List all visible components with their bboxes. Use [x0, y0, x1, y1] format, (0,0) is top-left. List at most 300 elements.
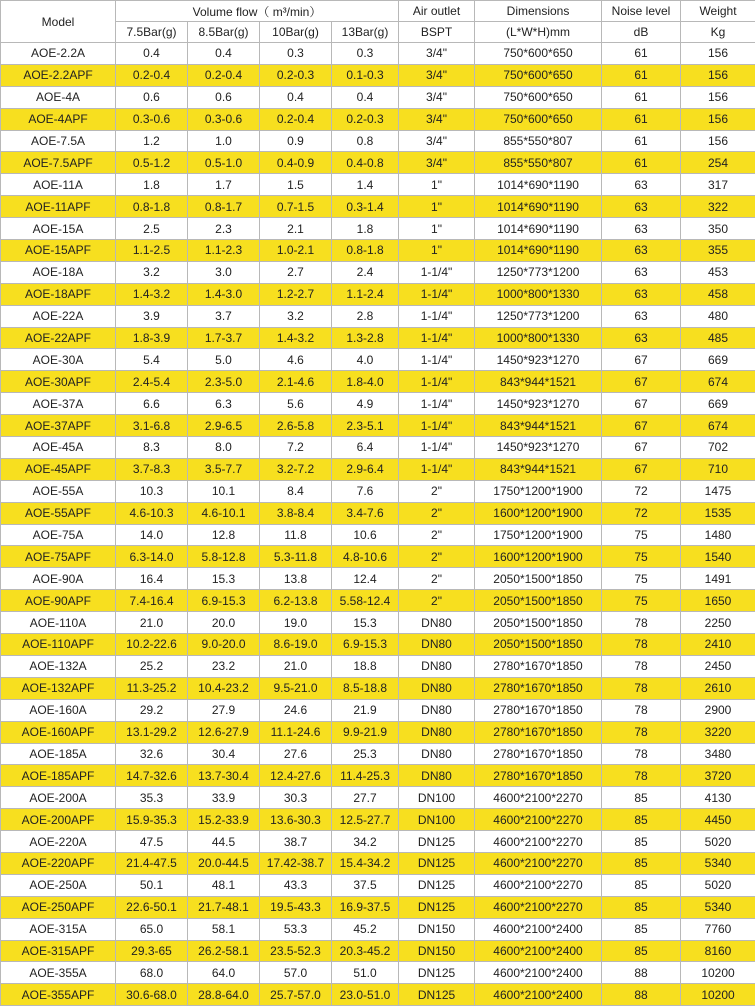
cell-flow-10bar: 5.3-11.8	[260, 546, 332, 568]
table-row	[1, 327, 755, 349]
cell-model: AOE-110APF	[1, 634, 116, 656]
cell-air-outlet: 2"	[399, 524, 475, 546]
table-row	[1, 261, 755, 283]
cell-flow-13bar: 0.4	[332, 86, 399, 108]
cell-flow-10bar: 11.1-24.6	[260, 721, 332, 743]
cell-noise-level: 75	[602, 590, 681, 612]
table-row	[1, 371, 755, 393]
cell-air-outlet: 3/4"	[399, 64, 475, 86]
cell-dimensions: 4600*2100*2400	[475, 940, 602, 962]
cell-flow-8-5bar: 13.7-30.4	[188, 765, 260, 787]
table-row	[1, 918, 755, 940]
cell-model: AOE-110A	[1, 612, 116, 634]
cell-flow-8-5bar: 44.5	[188, 831, 260, 853]
cell-dimensions: 855*550*807	[475, 152, 602, 174]
cell-weight: 156	[681, 43, 755, 65]
cell-air-outlet: DN125	[399, 962, 475, 984]
table-row	[1, 43, 755, 65]
table-row	[1, 743, 755, 765]
cell-flow-10bar: 21.0	[260, 655, 332, 677]
table-row	[1, 240, 755, 262]
cell-dimensions: 1014*690*1190	[475, 196, 602, 218]
table-row	[1, 831, 755, 853]
cell-weight: 2610	[681, 677, 755, 699]
cell-flow-8-5bar: 1.0	[188, 130, 260, 152]
cell-dimensions: 4600*2100*2270	[475, 852, 602, 874]
cell-flow-13bar: 4.0	[332, 349, 399, 371]
cell-flow-10bar: 0.2-0.4	[260, 108, 332, 130]
cell-flow-7-5bar: 16.4	[116, 568, 188, 590]
cell-weight: 322	[681, 196, 755, 218]
cell-flow-7-5bar: 1.2	[116, 130, 188, 152]
cell-air-outlet: 1"	[399, 196, 475, 218]
cell-flow-13bar: 27.7	[332, 787, 399, 809]
cell-flow-10bar: 8.6-19.0	[260, 634, 332, 656]
table-row	[1, 393, 755, 415]
cell-flow-8-5bar: 12.6-27.9	[188, 721, 260, 743]
cell-flow-8-5bar: 48.1	[188, 874, 260, 896]
cell-flow-13bar: 1.1-2.4	[332, 283, 399, 305]
cell-flow-8-5bar: 4.6-10.1	[188, 502, 260, 524]
cell-flow-10bar: 1.0-2.1	[260, 240, 332, 262]
header-weight: Weight	[681, 1, 755, 22]
cell-flow-10bar: 57.0	[260, 962, 332, 984]
cell-noise-level: 63	[602, 240, 681, 262]
cell-model: AOE-45A	[1, 437, 116, 459]
cell-dimensions: 2780*1670*1850	[475, 721, 602, 743]
cell-flow-8-5bar: 28.8-64.0	[188, 984, 260, 1006]
cell-flow-7-5bar: 13.1-29.2	[116, 721, 188, 743]
cell-air-outlet: DN125	[399, 831, 475, 853]
cell-flow-10bar: 30.3	[260, 787, 332, 809]
cell-flow-10bar: 2.1-4.6	[260, 371, 332, 393]
cell-weight: 485	[681, 327, 755, 349]
table-row	[1, 852, 755, 874]
cell-air-outlet: DN150	[399, 940, 475, 962]
cell-flow-7-5bar: 29.2	[116, 699, 188, 721]
cell-noise-level: 63	[602, 174, 681, 196]
cell-flow-7-5bar: 1.8-3.9	[116, 327, 188, 349]
cell-flow-13bar: 1.8	[332, 218, 399, 240]
cell-flow-13bar: 0.1-0.3	[332, 64, 399, 86]
cell-noise-level: 67	[602, 458, 681, 480]
header-bspt: BSPT	[399, 22, 475, 43]
cell-weight: 156	[681, 108, 755, 130]
cell-model: AOE-15A	[1, 218, 116, 240]
cell-flow-10bar: 12.4-27.6	[260, 765, 332, 787]
cell-model: AOE-30A	[1, 349, 116, 371]
table-row	[1, 218, 755, 240]
cell-weight: 4130	[681, 787, 755, 809]
cell-air-outlet: DN80	[399, 721, 475, 743]
cell-flow-7-5bar: 22.6-50.1	[116, 896, 188, 918]
cell-flow-8-5bar: 23.2	[188, 655, 260, 677]
cell-flow-7-5bar: 8.3	[116, 437, 188, 459]
cell-air-outlet: 1"	[399, 240, 475, 262]
cell-noise-level: 67	[602, 415, 681, 437]
cell-dimensions: 1750*1200*1900	[475, 480, 602, 502]
cell-flow-10bar: 11.8	[260, 524, 332, 546]
cell-weight: 10200	[681, 962, 755, 984]
cell-flow-13bar: 4.9	[332, 393, 399, 415]
cell-dimensions: 750*600*650	[475, 64, 602, 86]
cell-weight: 3220	[681, 721, 755, 743]
cell-flow-7-5bar: 3.1-6.8	[116, 415, 188, 437]
cell-flow-7-5bar: 14.0	[116, 524, 188, 546]
cell-flow-13bar: 0.3-1.4	[332, 196, 399, 218]
cell-air-outlet: 1-1/4"	[399, 349, 475, 371]
header-volume-flow: Volume flow（ m³/min）	[116, 1, 399, 22]
cell-dimensions: 750*600*650	[475, 86, 602, 108]
cell-flow-8-5bar: 20.0-44.5	[188, 852, 260, 874]
cell-weight: 2900	[681, 699, 755, 721]
cell-noise-level: 78	[602, 655, 681, 677]
cell-noise-level: 88	[602, 984, 681, 1006]
cell-flow-8-5bar: 12.8	[188, 524, 260, 546]
cell-model: AOE-200A	[1, 787, 116, 809]
cell-noise-level: 85	[602, 896, 681, 918]
cell-noise-level: 75	[602, 568, 681, 590]
cell-dimensions: 2050*1500*1850	[475, 590, 602, 612]
cell-model: AOE-2.2A	[1, 43, 116, 65]
cell-noise-level: 63	[602, 261, 681, 283]
cell-model: AOE-220A	[1, 831, 116, 853]
cell-model: AOE-220APF	[1, 852, 116, 874]
cell-dimensions: 1600*1200*1900	[475, 546, 602, 568]
cell-dimensions: 2780*1670*1850	[475, 743, 602, 765]
cell-weight: 1535	[681, 502, 755, 524]
cell-model: AOE-45APF	[1, 458, 116, 480]
cell-flow-8-5bar: 3.0	[188, 261, 260, 283]
cell-noise-level: 61	[602, 86, 681, 108]
table-row	[1, 152, 755, 174]
table-row	[1, 305, 755, 327]
cell-model: AOE-315A	[1, 918, 116, 940]
cell-weight: 669	[681, 349, 755, 371]
cell-flow-7-5bar: 2.4-5.4	[116, 371, 188, 393]
cell-model: AOE-132A	[1, 655, 116, 677]
cell-air-outlet: 3/4"	[399, 43, 475, 65]
cell-flow-13bar: 4.8-10.6	[332, 546, 399, 568]
cell-flow-8-5bar: 1.1-2.3	[188, 240, 260, 262]
table-row	[1, 108, 755, 130]
cell-noise-level: 63	[602, 218, 681, 240]
cell-noise-level: 88	[602, 962, 681, 984]
cell-air-outlet: DN150	[399, 918, 475, 940]
header-row-main	[1, 1, 755, 22]
cell-model: AOE-4A	[1, 86, 116, 108]
cell-weight: 453	[681, 261, 755, 283]
cell-dimensions: 1000*800*1330	[475, 327, 602, 349]
table-row	[1, 64, 755, 86]
cell-air-outlet: 2"	[399, 502, 475, 524]
cell-noise-level: 78	[602, 634, 681, 656]
cell-flow-13bar: 20.3-45.2	[332, 940, 399, 962]
header-flow-13bar: 13Bar(g)	[332, 22, 399, 43]
cell-noise-level: 85	[602, 852, 681, 874]
cell-flow-13bar: 1.4	[332, 174, 399, 196]
cell-noise-level: 61	[602, 43, 681, 65]
cell-weight: 3720	[681, 765, 755, 787]
cell-dimensions: 2050*1500*1850	[475, 612, 602, 634]
cell-flow-7-5bar: 50.1	[116, 874, 188, 896]
header-flow-10bar: 10Bar(g)	[260, 22, 332, 43]
cell-flow-13bar: 25.3	[332, 743, 399, 765]
table-row	[1, 962, 755, 984]
cell-weight: 156	[681, 130, 755, 152]
cell-flow-8-5bar: 2.3-5.0	[188, 371, 260, 393]
cell-flow-8-5bar: 0.3-0.6	[188, 108, 260, 130]
cell-model: AOE-160A	[1, 699, 116, 721]
cell-flow-8-5bar: 26.2-58.1	[188, 940, 260, 962]
cell-air-outlet: DN100	[399, 809, 475, 831]
cell-weight: 2450	[681, 655, 755, 677]
cell-air-outlet: 1"	[399, 218, 475, 240]
cell-noise-level: 78	[602, 677, 681, 699]
cell-flow-10bar: 19.5-43.3	[260, 896, 332, 918]
cell-flow-10bar: 1.2-2.7	[260, 283, 332, 305]
cell-flow-8-5bar: 5.0	[188, 349, 260, 371]
table-row	[1, 480, 755, 502]
cell-air-outlet: DN125	[399, 896, 475, 918]
cell-flow-7-5bar: 3.9	[116, 305, 188, 327]
cell-flow-8-5bar: 0.4	[188, 43, 260, 65]
table-row	[1, 546, 755, 568]
cell-weight: 710	[681, 458, 755, 480]
cell-flow-13bar: 15.4-34.2	[332, 852, 399, 874]
cell-dimensions: 4600*2100*2270	[475, 874, 602, 896]
cell-noise-level: 85	[602, 809, 681, 831]
cell-flow-10bar: 25.7-57.0	[260, 984, 332, 1006]
cell-flow-8-5bar: 64.0	[188, 962, 260, 984]
cell-model: AOE-185APF	[1, 765, 116, 787]
cell-flow-13bar: 9.9-21.9	[332, 721, 399, 743]
cell-model: AOE-7.5APF	[1, 152, 116, 174]
cell-flow-13bar: 34.2	[332, 831, 399, 853]
cell-flow-8-5bar: 3.5-7.7	[188, 458, 260, 480]
cell-weight: 458	[681, 283, 755, 305]
cell-air-outlet: 1-1/4"	[399, 261, 475, 283]
cell-weight: 156	[681, 86, 755, 108]
cell-model: AOE-37A	[1, 393, 116, 415]
cell-noise-level: 67	[602, 349, 681, 371]
cell-flow-10bar: 43.3	[260, 874, 332, 896]
cell-flow-10bar: 27.6	[260, 743, 332, 765]
cell-model: AOE-132APF	[1, 677, 116, 699]
cell-model: AOE-160APF	[1, 721, 116, 743]
cell-model: AOE-7.5A	[1, 130, 116, 152]
cell-dimensions: 4600*2100*2400	[475, 918, 602, 940]
cell-flow-8-5bar: 15.3	[188, 568, 260, 590]
cell-noise-level: 63	[602, 327, 681, 349]
cell-model: AOE-75A	[1, 524, 116, 546]
cell-air-outlet: 2"	[399, 546, 475, 568]
cell-flow-13bar: 45.2	[332, 918, 399, 940]
header-noise-level: Noise level	[602, 1, 681, 22]
cell-weight: 702	[681, 437, 755, 459]
cell-flow-8-5bar: 3.7	[188, 305, 260, 327]
header-flow-7-5bar: 7.5Bar(g)	[116, 22, 188, 43]
cell-weight: 7760	[681, 918, 755, 940]
cell-dimensions: 2050*1500*1850	[475, 568, 602, 590]
cell-flow-13bar: 37.5	[332, 874, 399, 896]
cell-flow-10bar: 5.6	[260, 393, 332, 415]
cell-flow-13bar: 18.8	[332, 655, 399, 677]
cell-flow-13bar: 12.4	[332, 568, 399, 590]
cell-weight: 317	[681, 174, 755, 196]
cell-flow-13bar: 1.3-2.8	[332, 327, 399, 349]
cell-dimensions: 2780*1670*1850	[475, 655, 602, 677]
cell-dimensions: 2780*1670*1850	[475, 677, 602, 699]
cell-dimensions: 4600*2100*2270	[475, 787, 602, 809]
cell-flow-8-5bar: 1.4-3.0	[188, 283, 260, 305]
cell-model: AOE-200APF	[1, 809, 116, 831]
cell-air-outlet: 3/4"	[399, 108, 475, 130]
table-row	[1, 984, 755, 1006]
cell-model: AOE-4APF	[1, 108, 116, 130]
cell-dimensions: 2780*1670*1850	[475, 699, 602, 721]
cell-flow-10bar: 2.6-5.8	[260, 415, 332, 437]
cell-noise-level: 67	[602, 371, 681, 393]
cell-flow-7-5bar: 3.2	[116, 261, 188, 283]
cell-flow-8-5bar: 0.6	[188, 86, 260, 108]
cell-flow-8-5bar: 1.7-3.7	[188, 327, 260, 349]
header-flow-8-5bar: 8.5Bar(g)	[188, 22, 260, 43]
table-row	[1, 699, 755, 721]
cell-air-outlet: DN80	[399, 699, 475, 721]
cell-flow-7-5bar: 47.5	[116, 831, 188, 853]
cell-dimensions: 1450*923*1270	[475, 349, 602, 371]
cell-flow-10bar: 2.1	[260, 218, 332, 240]
cell-model: AOE-11APF	[1, 196, 116, 218]
cell-dimensions: 4600*2100*2270	[475, 831, 602, 853]
cell-dimensions: 2780*1670*1850	[475, 765, 602, 787]
cell-flow-8-5bar: 6.3	[188, 393, 260, 415]
table-row	[1, 349, 755, 371]
cell-air-outlet: 1-1/4"	[399, 437, 475, 459]
cell-air-outlet: 1-1/4"	[399, 371, 475, 393]
cell-air-outlet: 2"	[399, 590, 475, 612]
cell-flow-10bar: 17.42-38.7	[260, 852, 332, 874]
cell-air-outlet: 1-1/4"	[399, 415, 475, 437]
cell-air-outlet: DN80	[399, 765, 475, 787]
cell-flow-7-5bar: 65.0	[116, 918, 188, 940]
cell-dimensions: 750*600*650	[475, 108, 602, 130]
cell-noise-level: 67	[602, 393, 681, 415]
table-row	[1, 590, 755, 612]
cell-flow-7-5bar: 29.3-65	[116, 940, 188, 962]
cell-flow-10bar: 1.4-3.2	[260, 327, 332, 349]
cell-weight: 350	[681, 218, 755, 240]
cell-weight: 1540	[681, 546, 755, 568]
cell-air-outlet: 1-1/4"	[399, 283, 475, 305]
cell-weight: 5340	[681, 852, 755, 874]
cell-flow-8-5bar: 0.5-1.0	[188, 152, 260, 174]
cell-air-outlet: DN125	[399, 984, 475, 1006]
cell-model: AOE-250A	[1, 874, 116, 896]
cell-flow-13bar: 5.58-12.4	[332, 590, 399, 612]
cell-flow-10bar: 24.6	[260, 699, 332, 721]
cell-flow-13bar: 0.3	[332, 43, 399, 65]
table-row	[1, 634, 755, 656]
cell-flow-13bar: 2.8	[332, 305, 399, 327]
cell-weight: 5020	[681, 831, 755, 853]
cell-air-outlet: DN80	[399, 743, 475, 765]
cell-flow-10bar: 53.3	[260, 918, 332, 940]
table-row	[1, 437, 755, 459]
cell-weight: 674	[681, 415, 755, 437]
header-noise-unit: dB	[602, 22, 681, 43]
cell-flow-13bar: 11.4-25.3	[332, 765, 399, 787]
cell-flow-8-5bar: 2.3	[188, 218, 260, 240]
table-row	[1, 130, 755, 152]
table-row	[1, 524, 755, 546]
cell-dimensions: 843*944*1521	[475, 458, 602, 480]
cell-flow-13bar: 0.2-0.3	[332, 108, 399, 130]
cell-flow-8-5bar: 58.1	[188, 918, 260, 940]
cell-weight: 2250	[681, 612, 755, 634]
cell-air-outlet: DN80	[399, 655, 475, 677]
cell-flow-7-5bar: 11.3-25.2	[116, 677, 188, 699]
cell-flow-8-5bar: 10.1	[188, 480, 260, 502]
cell-model: AOE-90APF	[1, 590, 116, 612]
cell-flow-8-5bar: 27.9	[188, 699, 260, 721]
cell-noise-level: 72	[602, 480, 681, 502]
cell-noise-level: 75	[602, 524, 681, 546]
table-row	[1, 196, 755, 218]
cell-flow-7-5bar: 0.3-0.6	[116, 108, 188, 130]
table-row	[1, 787, 755, 809]
cell-dimensions: 1014*690*1190	[475, 174, 602, 196]
cell-dimensions: 1014*690*1190	[475, 218, 602, 240]
cell-flow-8-5bar: 33.9	[188, 787, 260, 809]
cell-flow-8-5bar: 21.7-48.1	[188, 896, 260, 918]
cell-weight: 669	[681, 393, 755, 415]
cell-dimensions: 1014*690*1190	[475, 240, 602, 262]
cell-flow-13bar: 0.8	[332, 130, 399, 152]
cell-flow-7-5bar: 21.0	[116, 612, 188, 634]
cell-weight: 4450	[681, 809, 755, 831]
table-row	[1, 655, 755, 677]
cell-flow-7-5bar: 0.5-1.2	[116, 152, 188, 174]
cell-air-outlet: DN80	[399, 634, 475, 656]
cell-weight: 8160	[681, 940, 755, 962]
cell-dimensions: 1600*1200*1900	[475, 502, 602, 524]
cell-flow-7-5bar: 30.6-68.0	[116, 984, 188, 1006]
cell-flow-7-5bar: 1.8	[116, 174, 188, 196]
cell-noise-level: 72	[602, 502, 681, 524]
cell-noise-level: 63	[602, 196, 681, 218]
cell-air-outlet: 2"	[399, 568, 475, 590]
cell-flow-13bar: 0.4-0.8	[332, 152, 399, 174]
header-dimensions: Dimensions	[475, 1, 602, 22]
cell-dimensions: 1000*800*1330	[475, 283, 602, 305]
table-row	[1, 502, 755, 524]
cell-dimensions: 1750*1200*1900	[475, 524, 602, 546]
cell-dimensions: 2050*1500*1850	[475, 634, 602, 656]
cell-flow-10bar: 9.5-21.0	[260, 677, 332, 699]
cell-air-outlet: 3/4"	[399, 152, 475, 174]
table-row	[1, 940, 755, 962]
cell-model: AOE-90A	[1, 568, 116, 590]
cell-weight: 1491	[681, 568, 755, 590]
cell-air-outlet: 2"	[399, 480, 475, 502]
cell-flow-8-5bar: 20.0	[188, 612, 260, 634]
cell-flow-8-5bar: 0.2-0.4	[188, 64, 260, 86]
cell-noise-level: 85	[602, 874, 681, 896]
cell-dimensions: 750*600*650	[475, 43, 602, 65]
cell-flow-10bar: 8.4	[260, 480, 332, 502]
